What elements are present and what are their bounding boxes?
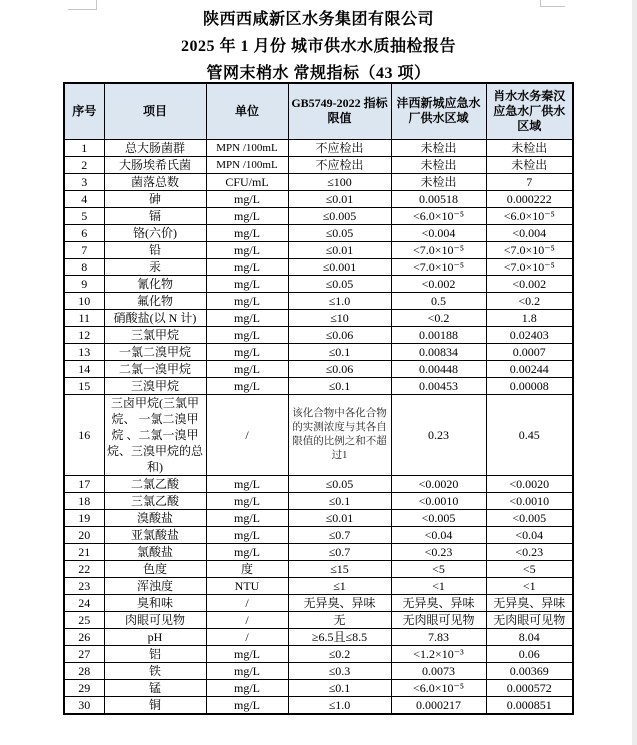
table-row — [64, 241, 573, 258]
cell-seq-no: 2 — [64, 156, 104, 173]
table-row — [64, 377, 573, 394]
cell-limit: ≤0.001 — [288, 258, 391, 275]
cell-limit: ≤0.06 — [288, 360, 391, 377]
cell-seq-no: 3 — [64, 173, 104, 190]
cell-unit: mg/L — [206, 492, 288, 509]
cell-value-fengxi: <0.004 — [391, 224, 486, 241]
cell-unit: mg/L — [206, 275, 288, 292]
cell-item: 三氯甲烷 — [104, 326, 206, 343]
cell-value-qinhan: <6.0×10⁻⁵ — [486, 207, 573, 224]
cell-value-fengxi: <0.005 — [391, 509, 486, 526]
table-row — [64, 577, 573, 594]
cell-value-fengxi: <0.04 — [391, 526, 486, 543]
cell-item: 色度 — [104, 560, 206, 577]
cell-unit: mg/L — [206, 207, 288, 224]
cell-item: 铁 — [104, 662, 206, 679]
cell-value-qinhan: <5 — [486, 560, 573, 577]
cell-unit: / — [206, 628, 288, 645]
cell-value-fengxi: <0.002 — [391, 275, 486, 292]
cell-limit: ≤0.01 — [288, 190, 391, 207]
cell-value-fengxi: 0.00188 — [391, 326, 486, 343]
table-row — [64, 207, 573, 224]
cell-limit: ≤0.3 — [288, 662, 391, 679]
cell-unit: NTU — [206, 577, 288, 594]
report-subtitle: 管网末梢水 常规指标（43 项） — [206, 65, 431, 82]
cell-seq-no: 5 — [64, 207, 104, 224]
cell-item: 铜 — [104, 696, 206, 714]
cell-seq-no: 30 — [64, 696, 104, 714]
cell-unit: mg/L — [206, 343, 288, 360]
cell-value-fengxi: 0.5 — [391, 292, 486, 309]
cell-item: 三氯乙酸 — [104, 492, 206, 509]
table-row — [64, 224, 573, 241]
cell-value-fengxi: <5 — [391, 560, 486, 577]
cell-seq-no: 4 — [64, 190, 104, 207]
table-row — [64, 492, 573, 509]
cell-value-qinhan: 0.000572 — [486, 679, 573, 696]
cell-seq-no: 22 — [64, 560, 104, 577]
table-row — [64, 360, 573, 377]
table-row — [64, 628, 573, 645]
table-row — [64, 275, 573, 292]
report-title: 2025 年 1 月份 城市供水水质抽检报告 — [180, 38, 456, 55]
cell-value-qinhan: <0.002 — [486, 275, 573, 292]
table-row — [64, 156, 573, 173]
cell-value-qinhan: 未检出 — [486, 156, 573, 173]
cell-seq-no: 29 — [64, 679, 104, 696]
cell-value-qinhan: 8.04 — [486, 628, 573, 645]
cell-seq-no: 1 — [64, 139, 104, 156]
cell-unit: mg/L — [206, 258, 288, 275]
cell-limit: ≤15 — [288, 560, 391, 577]
cell-seq-no: 9 — [64, 275, 104, 292]
cell-limit: ≤0.1 — [288, 377, 391, 394]
cell-value-qinhan: <7.0×10⁻⁵ — [486, 258, 573, 275]
cell-value-fengxi: 未检出 — [391, 173, 486, 190]
text-boundary-mark-left — [68, 0, 97, 10]
cell-value-fengxi: 0.00448 — [391, 360, 486, 377]
cell-item: 二氯乙酸 — [104, 475, 206, 492]
cell-value-qinhan: <0.2 — [486, 292, 573, 309]
cell-item: pH — [104, 628, 206, 645]
cell-value-qinhan: <0.0020 — [486, 475, 573, 492]
cell-unit: / — [206, 594, 288, 611]
cell-limit: ≤0.005 — [288, 207, 391, 224]
cell-value-qinhan: <0.23 — [486, 543, 573, 560]
cell-unit: mg/L — [206, 543, 288, 560]
cell-seq-no: 19 — [64, 509, 104, 526]
cell-item: 镉 — [104, 207, 206, 224]
table-row — [64, 190, 573, 207]
cell-limit: ≤0.01 — [288, 509, 391, 526]
cell-unit: mg/L — [206, 190, 288, 207]
cell-unit: 度 — [206, 560, 288, 577]
cell-limit: ≤0.1 — [288, 343, 391, 360]
cell-seq-no: 18 — [64, 492, 104, 509]
cell-seq-no: 14 — [64, 360, 104, 377]
cell-item: 硝酸盐(以 N 计) — [104, 309, 206, 326]
cell-value-fengxi: <1.2×10⁻³ — [391, 645, 486, 662]
cell-value-fengxi: <1 — [391, 577, 486, 594]
cell-item: 三溴甲烷 — [104, 377, 206, 394]
cell-limit: 无 — [288, 611, 391, 628]
cell-value-qinhan: 0.45 — [486, 394, 573, 475]
cell-seq-no: 13 — [64, 343, 104, 360]
table-row — [64, 394, 573, 475]
cell-value-qinhan: <1 — [486, 577, 573, 594]
cell-seq-no: 15 — [64, 377, 104, 394]
table-row — [64, 611, 573, 628]
cell-value-fengxi: 未检出 — [391, 156, 486, 173]
table-row — [64, 258, 573, 275]
cell-seq-no: 11 — [64, 309, 104, 326]
table-row — [64, 292, 573, 309]
cell-unit: CFU/mL — [206, 173, 288, 190]
cell-seq-no: 21 — [64, 543, 104, 560]
cell-limit: ≤100 — [288, 173, 391, 190]
cell-item: 氯酸盐 — [104, 543, 206, 560]
cell-seq-no: 26 — [64, 628, 104, 645]
table-row — [64, 662, 573, 679]
cell-seq-no: 12 — [64, 326, 104, 343]
cell-seq-no: 20 — [64, 526, 104, 543]
cell-unit: mg/L — [206, 326, 288, 343]
cell-value-fengxi: 0.23 — [391, 394, 486, 475]
cell-limit: 不应检出 — [288, 156, 391, 173]
cell-seq-no: 7 — [64, 241, 104, 258]
header-item: 项目 — [104, 83, 206, 139]
cell-value-fengxi: <6.0×10⁻⁵ — [391, 679, 486, 696]
cell-item: 二氯一溴甲烷 — [104, 360, 206, 377]
table-row — [64, 326, 573, 343]
cell-unit: mg/L — [206, 475, 288, 492]
cell-item: 汞 — [104, 258, 206, 275]
cell-item: 一氯二溴甲烷 — [104, 343, 206, 360]
header-seq-no: 序号 — [64, 83, 104, 139]
cell-value-fengxi: 无肉眼可见物 — [391, 611, 486, 628]
cell-limit: ≤10 — [288, 309, 391, 326]
cell-value-fengxi: 0.00518 — [391, 190, 486, 207]
cell-limit: ≤0.01 — [288, 241, 391, 258]
cell-unit: mg/L — [206, 696, 288, 714]
cell-unit: mg/L — [206, 241, 288, 258]
cell-item: 肉眼可见物 — [104, 611, 206, 628]
cell-value-qinhan: <0.0010 — [486, 492, 573, 509]
cell-value-fengxi: <0.2 — [391, 309, 486, 326]
cell-item: 臭和味 — [104, 594, 206, 611]
table-row — [64, 343, 573, 360]
cell-seq-no: 25 — [64, 611, 104, 628]
cell-value-fengxi: <7.0×10⁻⁵ — [391, 258, 486, 275]
cell-seq-no: 24 — [64, 594, 104, 611]
table-row — [64, 509, 573, 526]
cell-unit: mg/L — [206, 526, 288, 543]
cell-value-qinhan: 0.02403 — [486, 326, 573, 343]
cell-limit: ≤0.05 — [288, 475, 391, 492]
table-row — [64, 594, 573, 611]
cell-limit: ≤0.7 — [288, 543, 391, 560]
cell-item: 三卤甲烷(三氯甲烷、 一氯二溴甲烷 、二氯一溴甲烷、三溴甲烷的总和) — [104, 394, 206, 475]
cell-value-fengxi: <7.0×10⁻⁵ — [391, 241, 486, 258]
cell-unit: mg/L — [206, 309, 288, 326]
cell-seq-no: 16 — [64, 394, 104, 475]
cell-limit: ≤0.1 — [288, 492, 391, 509]
cell-unit: mg/L — [206, 360, 288, 377]
cell-unit: / — [206, 611, 288, 628]
water-quality-table — [63, 82, 574, 715]
cell-item: 总大肠菌群 — [104, 139, 206, 156]
cell-value-fengxi: 0.0073 — [391, 662, 486, 679]
cell-limit: ≤1.0 — [288, 292, 391, 309]
table-row — [64, 679, 573, 696]
cell-unit: mg/L — [206, 377, 288, 394]
cell-unit: MPN /100mL — [206, 156, 288, 173]
cell-unit: mg/L — [206, 509, 288, 526]
cell-limit: ≤0.06 — [288, 326, 391, 343]
cell-item: 铬(六价) — [104, 224, 206, 241]
cell-value-qinhan: 无异臭、异味 — [486, 594, 573, 611]
cell-limit: 该化合物中各化合物的实测浓度与其各自限值的比例之和不超过1 — [288, 394, 391, 475]
cell-value-qinhan: 7 — [486, 173, 573, 190]
cell-item: 锰 — [104, 679, 206, 696]
cell-item: 砷 — [104, 190, 206, 207]
cell-seq-no: 17 — [64, 475, 104, 492]
cell-item: 菌落总数 — [104, 173, 206, 190]
header-limit: GB5749-2022 指标限值 — [288, 83, 391, 139]
cell-value-fengxi: <0.0020 — [391, 475, 486, 492]
cell-value-qinhan: <0.004 — [486, 224, 573, 241]
cell-value-qinhan: 0.06 — [486, 645, 573, 662]
cell-value-fengxi: <0.0010 — [391, 492, 486, 509]
cell-unit: mg/L — [206, 679, 288, 696]
cell-item: 亚氯酸盐 — [104, 526, 206, 543]
cell-value-qinhan: 无肉眼可见物 — [486, 611, 573, 628]
cell-value-fengxi: 未检出 — [391, 139, 486, 156]
cell-unit: mg/L — [206, 292, 288, 309]
cell-limit: 无异臭、异味 — [288, 594, 391, 611]
cell-limit: ≥6.5且≤8.5 — [288, 628, 391, 645]
table-body — [64, 139, 573, 714]
cell-value-fengxi: <0.23 — [391, 543, 486, 560]
cell-limit: ≤0.1 — [288, 679, 391, 696]
cell-value-qinhan: 0.00008 — [486, 377, 573, 394]
cell-item: 氟化物 — [104, 292, 206, 309]
cell-value-qinhan: <7.0×10⁻⁵ — [486, 241, 573, 258]
cell-item: 铝 — [104, 645, 206, 662]
cell-item: 铅 — [104, 241, 206, 258]
table-row — [64, 475, 573, 492]
cell-seq-no: 27 — [64, 645, 104, 662]
cell-item: 溴酸盐 — [104, 509, 206, 526]
cell-seq-no: 8 — [64, 258, 104, 275]
cell-limit: ≤1 — [288, 577, 391, 594]
cell-value-qinhan: 1.8 — [486, 309, 573, 326]
table-row — [64, 645, 573, 662]
report-title-block — [0, 0, 637, 87]
cell-value-fengxi: 无异臭、异味 — [391, 594, 486, 611]
table-header-row — [64, 83, 573, 139]
cell-item: 浑浊度 — [104, 577, 206, 594]
cell-limit: ≤1.0 — [288, 696, 391, 714]
cell-value-fengxi: <6.0×10⁻⁵ — [391, 207, 486, 224]
table-row — [64, 173, 573, 190]
cell-value-fengxi: 0.000217 — [391, 696, 486, 714]
cell-value-fengxi: 0.00453 — [391, 377, 486, 394]
cell-seq-no: 28 — [64, 662, 104, 679]
cell-value-qinhan: 0.000851 — [486, 696, 573, 714]
cell-value-qinhan: 0.000222 — [486, 190, 573, 207]
header-zone-qinhan: 肖水水务秦汉应急水厂供水区域 — [486, 83, 573, 139]
cell-value-qinhan: 0.00244 — [486, 360, 573, 377]
cell-value-qinhan: 0.00369 — [486, 662, 573, 679]
cell-limit: ≤0.7 — [288, 526, 391, 543]
cell-unit: MPN /100mL — [206, 139, 288, 156]
cell-unit: mg/L — [206, 224, 288, 241]
cell-seq-no: 6 — [64, 224, 104, 241]
table-row — [64, 309, 573, 326]
cell-seq-no: 23 — [64, 577, 104, 594]
cell-limit: ≤0.05 — [288, 224, 391, 241]
cell-value-qinhan: <0.04 — [486, 526, 573, 543]
header-unit: 单位 — [206, 83, 288, 139]
cell-limit: ≤0.2 — [288, 645, 391, 662]
header-zone-fengxi: 沣西新城应急水厂供水区域 — [391, 83, 486, 139]
cell-unit: / — [206, 394, 288, 475]
cell-value-qinhan: 0.0007 — [486, 343, 573, 360]
cell-value-fengxi: 7.83 — [391, 628, 486, 645]
table-row — [64, 696, 573, 714]
table-row — [64, 543, 573, 560]
page-edge-strip — [632, 0, 637, 745]
table-row — [64, 560, 573, 577]
cell-limit: 不应检出 — [288, 139, 391, 156]
cell-value-qinhan: 未检出 — [486, 139, 573, 156]
cell-unit: mg/L — [206, 662, 288, 679]
cell-limit: ≤0.05 — [288, 275, 391, 292]
cell-item: 氰化物 — [104, 275, 206, 292]
table-row — [64, 526, 573, 543]
cell-unit: mg/L — [206, 645, 288, 662]
cell-item: 大肠埃希氏菌 — [104, 156, 206, 173]
cell-seq-no: 10 — [64, 292, 104, 309]
cell-value-fengxi: 0.00834 — [391, 343, 486, 360]
company-name: 陕西西咸新区水务集团有限公司 — [202, 11, 434, 28]
table-row — [64, 139, 573, 156]
cell-value-qinhan: <0.005 — [486, 509, 573, 526]
text-boundary-mark-right — [540, 0, 565, 7]
